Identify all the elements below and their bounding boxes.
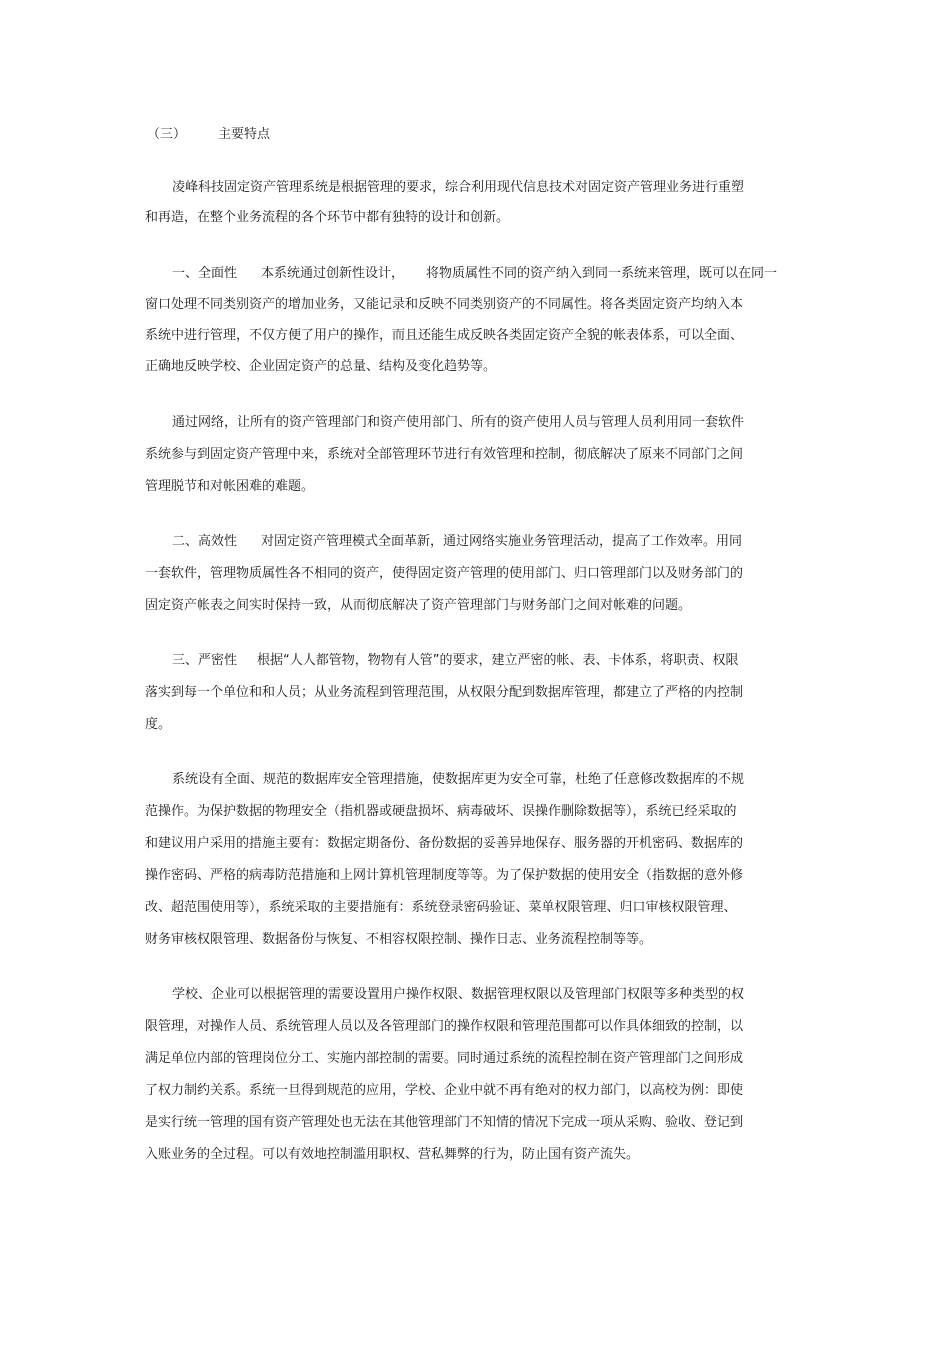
feature1-lead — [172, 265, 777, 283]
security-line-6: 财务审核权限管理、数据备份与恢复、不相容权限控制、操作日志、业务流程控制等等。 — [145, 932, 653, 947]
feature2-lead — [172, 533, 742, 551]
feature1-lead-b: 将物质属性不同的资产纳入到同一系统来管理，既可以在同一 — [426, 266, 778, 281]
permissions-line-1: 学校、企业可以根据管理的需要设置用户操作权限、数据管理权限以及管理部门权限等多种类型的权 — [172, 987, 745, 1002]
permissions-line-2: 限管理，对操作人员、系统管理人员以及各管理部门的操作权限和管理范围都可以作具体细致的控制，以 — [145, 1019, 744, 1034]
feature1-line-3: 正确地反映学校、企业固定资产的总量、结构及变化趋势等。 — [145, 359, 497, 374]
network-line-1: 通过网络，让所有的资产管理部门和资产使用部门、所有的资产使用人员与管理人员利用同一套软件 — [172, 415, 745, 430]
permissions-line-4: 了权力制约关系。系统一旦得到规范的应用，学校、企业中就不再有绝对的权力部门，以高校为例：即使 — [145, 1083, 744, 1098]
section-heading — [147, 126, 270, 144]
permissions-line-6: 入账业务的全过程。可以有效地控制滥用职权、营私舞弊的行为，防止国有资产流失。 — [145, 1147, 640, 1162]
security-line-4: 操作密码、严格的病毒防范措施和上网计算机管理制度等等。为了保护数据的使用安全（指数据的意外修 — [145, 868, 744, 883]
intro-line-2: 和再造，在整个业务流程的各个环节中都有独特的设计和创新。 — [145, 210, 510, 225]
network-line-3: 管理脱节和对帐困难的难题。 — [145, 479, 315, 494]
section-title: 主要特点 — [218, 127, 271, 142]
feature1-label: 一、全面性 — [172, 266, 238, 281]
feature2-line-2: 固定资产帐表之间实时保持一致，从而彻底解决了资产管理部门与财务部门之间对帐难的问题。 — [145, 598, 692, 613]
intro-line-1: 凌峰科技固定资产管理系统是根据管理的要求，综合利用现代信息技术对固定资产管理业务进行重塑 — [172, 180, 745, 195]
feature1-line-2: 系统中进行管理，不仅方便了用户的操作，而且还能生成反映各类固定资产全貌的帐表体系，可以全面、 — [145, 328, 744, 343]
feature1-lead-a: 本系统通过创新性设计， — [261, 266, 405, 281]
feature2-line-1: 一套软件，管理物质属性各不相同的资产，使得固定资产管理的使用部门、归口管理部门以及财务部门的 — [145, 566, 744, 581]
security-line-1: 系统设有全面、规范的数据库安全管理措施，使数据库更为安全可靠，杜绝了任意修改数据库的不规 — [172, 772, 745, 787]
network-line-2: 系统参与到固定资产管理中来，系统对全部管理环节进行有效管理和控制，彻底解决了原来不同部门之间 — [145, 447, 744, 462]
feature3-lead-text: 根据“人人都管物，物物有人管”的要求，建立严密的帐、表、卡体系，将职责、权限 — [257, 653, 739, 668]
security-line-2: 范操作。为保护数据的物理安全（指机器或硬盘损坏、病毒破坏、误操作删除数据等），系统已经采取的 — [145, 804, 737, 819]
permissions-line-3: 满足单位内部的管理岗位分工、实施内部控制的需要。同时通过系统的流程控制在资产管理部门之间形成 — [145, 1051, 744, 1066]
feature2-lead-text: 对固定资产管理模式全面革新，通过网络实施业务管理活动，提高了工作效率。用同 — [261, 534, 743, 549]
security-line-3: 和建议用户采用的措施主要有：数据定期备份、备份数据的妥善异地保存、服务器的开机密码、数据库的 — [145, 836, 744, 851]
section-number: （三） — [147, 127, 187, 142]
security-line-5: 改、超范围使用等），系统采取的主要措施有：系统登录密码验证、菜单权限管理、归口审核权限管理、 — [145, 900, 737, 915]
permissions-line-5: 是实行统一管理的国有资产管理处也无法在其他管理部门不知情的情况下完成一项从采购、验收、登记到 — [145, 1115, 744, 1130]
feature3-line-1: 落实到每一个单位和和人员；从业务流程到管理范围，从权限分配到数据库管理，都建立了严格的内控制 — [145, 685, 744, 700]
feature3-lead — [172, 652, 739, 670]
feature3-line-2: 度。 — [145, 717, 172, 732]
feature1-line-1: 窗口处理不同类别资产的增加业务，又能记录和反映不同类别资产的不同属性。将各类固定资产均纳入本 — [145, 297, 744, 312]
feature2-label: 二、高效性 — [172, 534, 238, 549]
feature3-label: 三、严密性 — [172, 653, 238, 668]
